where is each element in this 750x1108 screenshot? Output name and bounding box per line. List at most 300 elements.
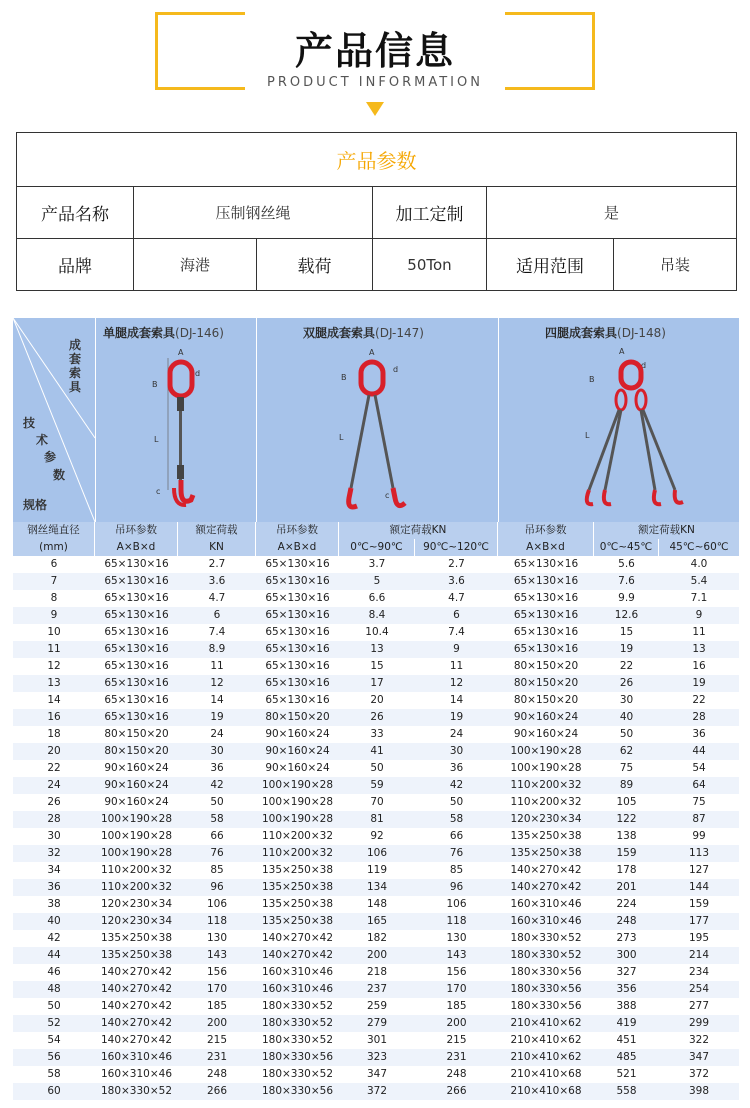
cell-ring-dims-quad: 65×130×16 — [513, 575, 579, 587]
cell-load-quad-high: 28 — [692, 711, 706, 723]
cell-ring-dims-single: 120×230×34 — [100, 915, 173, 927]
cell-load-double-low: 5 — [373, 575, 381, 587]
cell-ring-dims-quad: 180×330×52 — [510, 949, 582, 961]
cell-load-double-high: 14 — [449, 694, 464, 706]
cell-ring-dims-double: 180×330×56 — [261, 1085, 334, 1097]
table-row — [13, 1083, 739, 1100]
section-header — [0, 0, 750, 130]
cell-ring-dims-quad: 135×250×38 — [510, 847, 582, 859]
cell-ring-dims-quad: 120×230×34 — [510, 813, 582, 825]
cell-load-double-low: 8.4 — [368, 609, 386, 621]
cell-load-double-low: 165 — [366, 915, 388, 927]
cell-ring-dims-quad: 160×310×46 — [510, 898, 582, 910]
cell-ring-dims-double: 110×200×32 — [261, 830, 334, 842]
cell-wire-diameter: 26 — [47, 796, 61, 808]
cell-load-double-high: 96 — [449, 881, 464, 893]
cell-ring-dims-quad: 140×270×42 — [510, 881, 582, 893]
cell-wire-diameter: 34 — [47, 864, 61, 876]
spec-table — [13, 318, 739, 1104]
product-name-label: 产品名称 — [17, 187, 134, 239]
cell-load-double-high: 156 — [446, 966, 467, 978]
cell-ring-dims-single: 90×160×24 — [104, 762, 169, 774]
cell-load-quad-high: 127 — [688, 864, 710, 876]
spec-illustration-band — [13, 318, 739, 522]
cell-load-double-low: 119 — [366, 864, 388, 876]
cell-load-quad-high: 322 — [688, 1034, 710, 1046]
cell-load-single: 215 — [206, 1034, 228, 1046]
cell-load-double-high: 36 — [449, 762, 464, 774]
table-row — [13, 590, 739, 607]
svg-text:d: d — [641, 361, 647, 370]
table-row — [13, 1015, 739, 1032]
cell-load-double-low: 279 — [366, 1017, 388, 1029]
cell-ring-dims-double: 65×130×16 — [265, 694, 330, 706]
cell-ring-dims-single: 120×230×34 — [100, 898, 173, 910]
cell-load-single: 85 — [210, 864, 224, 876]
cell-load-quad-low: 12.6 — [614, 609, 639, 621]
cell-load-quad-high: 372 — [688, 1068, 710, 1080]
table-row — [13, 998, 739, 1015]
cell-load-quad-high: 44 — [692, 745, 706, 757]
cell-load-single: 118 — [206, 915, 228, 927]
cell-load-quad-high: 16 — [692, 660, 706, 672]
cell-load-single: 12 — [210, 677, 224, 689]
cell-load-quad-low: 159 — [616, 847, 637, 859]
cell-wire-diameter: 7 — [50, 575, 58, 587]
header-wire-diameter: 钢丝绳直径 — [13, 522, 95, 539]
cell-load-double-high: 2.7 — [448, 558, 465, 570]
cell-ring-dims-single: 90×160×24 — [104, 779, 169, 791]
cell-load-double-low: 182 — [366, 932, 388, 944]
cell-load-double-low: 17 — [370, 677, 384, 689]
header-load-double: 额定荷载KN — [339, 522, 498, 539]
cell-load-double-low: 59 — [370, 779, 384, 791]
cell-ring-dims-double: 160×310×46 — [261, 966, 334, 978]
table-row — [13, 573, 739, 590]
corner-top-label: 成 套 索 具 — [69, 338, 82, 394]
cell-load-double-high: 19 — [449, 711, 464, 723]
section-subtitle: PRODUCT INFORMATION — [267, 75, 483, 90]
cell-load-quad-low: 40 — [619, 711, 634, 723]
cell-load-double-high: 9 — [453, 643, 460, 655]
cell-load-quad-low: 22 — [619, 660, 634, 672]
cell-load-double-high: 7.4 — [448, 626, 465, 638]
cell-load-quad-high: 54 — [692, 762, 706, 774]
cell-ring-dims-double: 65×130×16 — [265, 660, 330, 672]
cell-wire-diameter: 58 — [47, 1068, 61, 1080]
cell-load-single: 66 — [210, 830, 224, 842]
cell-ring-dims-single: 140×270×42 — [100, 983, 173, 995]
cell-load-quad-high: 299 — [688, 1017, 710, 1029]
cell-load-quad-high: 144 — [688, 881, 710, 893]
cell-wire-diameter: 8 — [50, 592, 58, 604]
cell-ring-dims-single: 135×250×38 — [100, 932, 173, 944]
cell-wire-diameter: 12 — [47, 660, 61, 672]
cell-load-double-low: 15 — [370, 660, 384, 672]
cell-load-double-high: 30 — [449, 745, 464, 757]
corner-mid-label-a: 技 — [23, 416, 36, 430]
cell-wire-diameter: 30 — [47, 830, 61, 842]
corner-mid-label-b: 术 — [36, 433, 49, 447]
cell-load-quad-high: 234 — [688, 966, 710, 978]
cell-load-double-low: 70 — [370, 796, 384, 808]
cell-load-quad-low: 26 — [619, 677, 634, 689]
cell-load-quad-low: 178 — [616, 864, 637, 876]
cell-load-single: 130 — [206, 932, 228, 944]
cell-ring-dims-quad: 210×410×62 — [510, 1051, 582, 1063]
cell-load-quad-low: 138 — [616, 830, 637, 842]
header-dims-double: A×B×d — [256, 539, 339, 556]
cell-load-double-low: 26 — [370, 711, 384, 723]
cell-ring-dims-quad: 65×130×16 — [513, 626, 579, 638]
scope-value: 吊装 — [614, 239, 737, 291]
cell-ring-dims-single: 135×250×38 — [100, 949, 173, 961]
cell-ring-dims-double: 110×200×32 — [261, 847, 334, 859]
cell-wire-diameter: 32 — [47, 847, 61, 859]
cell-ring-dims-quad: 180×330×56 — [510, 1000, 582, 1012]
cell-load-quad-low: 9.9 — [618, 592, 635, 604]
svg-text:A: A — [369, 348, 375, 357]
cell-wire-diameter: 52 — [47, 1017, 61, 1029]
cell-ring-dims-quad: 80×150×20 — [513, 660, 579, 672]
svg-text:d: d — [393, 365, 399, 374]
cell-load-double-high: 200 — [446, 1017, 467, 1029]
cell-ring-dims-quad: 80×150×20 — [513, 677, 579, 689]
table-row — [13, 811, 739, 828]
cell-load-quad-low: 19 — [619, 643, 634, 655]
cell-load-double-low: 106 — [366, 847, 388, 859]
table-row — [13, 947, 739, 964]
cell-load-double-high: 106 — [446, 898, 467, 910]
cell-load-single: 106 — [206, 898, 228, 910]
cell-load-single: 14 — [210, 694, 224, 706]
four-leg-sling-illustration — [571, 340, 701, 520]
cell-ring-dims-double: 90×160×24 — [265, 728, 330, 740]
cell-load-double-high: 143 — [446, 949, 467, 961]
cell-ring-dims-double: 65×130×16 — [265, 677, 330, 689]
table-row — [13, 1049, 739, 1066]
cell-wire-diameter: 22 — [47, 762, 61, 774]
double-leg-sling-illustration — [331, 340, 431, 520]
cell-load-double-low: 13 — [370, 643, 384, 655]
cell-ring-dims-quad: 210×410×68 — [510, 1068, 582, 1080]
cell-ring-dims-double: 80×150×20 — [265, 711, 330, 723]
cell-load-quad-high: 36 — [692, 728, 706, 740]
cell-ring-dims-quad: 110×200×32 — [510, 796, 582, 808]
cell-ring-dims-single: 65×130×16 — [104, 592, 169, 604]
cell-ring-dims-single: 65×130×16 — [104, 660, 169, 672]
table-row — [13, 607, 739, 624]
cell-wire-diameter: 6 — [50, 558, 58, 570]
cell-load-double-low: 50 — [370, 762, 384, 774]
cell-ring-dims-double: 135×250×38 — [261, 881, 334, 893]
svg-text:L: L — [339, 433, 344, 442]
cell-load-double-low: 3.7 — [368, 558, 386, 570]
cell-ring-dims-quad: 80×150×20 — [513, 694, 579, 706]
cell-load-double-high: 66 — [449, 830, 464, 842]
group-title-double: 双腿成套索具(DJ-147) — [303, 326, 424, 340]
cell-load-double-high: 24 — [449, 728, 464, 740]
cell-ring-dims-double: 65×130×16 — [265, 643, 330, 655]
cell-ring-dims-single: 100×190×28 — [100, 830, 173, 842]
cell-load-quad-low: 15 — [619, 626, 634, 638]
cell-ring-dims-double: 100×190×28 — [261, 796, 334, 808]
cell-load-single: 185 — [206, 1000, 228, 1012]
cell-ring-dims-single: 80×150×20 — [104, 745, 169, 757]
table-row — [13, 845, 739, 862]
table-row — [13, 828, 739, 845]
cell-load-quad-low: 558 — [616, 1085, 637, 1097]
cell-wire-diameter: 50 — [47, 1000, 61, 1012]
table-row — [13, 726, 739, 743]
table-row — [13, 794, 739, 811]
cell-load-double-high: 58 — [449, 813, 464, 825]
cell-wire-diameter: 13 — [47, 677, 61, 689]
cell-load-quad-high: 19 — [692, 677, 706, 689]
cell-load-double-low: 92 — [370, 830, 384, 842]
cell-wire-diameter: 10 — [47, 626, 61, 638]
cell-load-quad-low: 419 — [616, 1017, 637, 1029]
cell-load-single: 19 — [210, 711, 224, 723]
cell-ring-dims-quad: 210×410×62 — [510, 1034, 582, 1046]
cell-ring-dims-single: 65×130×16 — [104, 558, 169, 570]
cell-wire-diameter: 40 — [47, 915, 61, 927]
cell-load-single: 7.4 — [208, 626, 226, 638]
cell-load-single: 200 — [206, 1017, 228, 1029]
table-row — [13, 624, 739, 641]
cell-load-single: 6 — [213, 609, 221, 621]
cell-load-double-low: 41 — [370, 745, 384, 757]
cell-wire-diameter: 18 — [47, 728, 61, 740]
header-load-quad: 额定荷载KN — [638, 524, 695, 536]
cell-ring-dims-quad: 90×160×24 — [513, 711, 579, 723]
cell-load-quad-low: 89 — [619, 779, 634, 791]
cell-load-single: 50 — [210, 796, 224, 808]
cell-load-quad-high: 277 — [688, 1000, 710, 1012]
cell-load-quad-high: 347 — [688, 1051, 710, 1063]
cell-ring-dims-quad: 135×250×38 — [510, 830, 582, 842]
cell-load-quad-high: 113 — [688, 847, 710, 859]
table-row — [13, 743, 739, 760]
svg-text:c: c — [156, 487, 161, 496]
cell-load-double-low: 10.4 — [365, 626, 389, 638]
cell-ring-dims-single: 140×270×42 — [100, 1017, 173, 1029]
table-row — [13, 913, 739, 930]
cell-wire-diameter: 36 — [47, 881, 61, 893]
table-row — [13, 777, 739, 794]
cell-wire-diameter: 54 — [47, 1034, 61, 1046]
cell-load-double-low: 259 — [366, 1000, 388, 1012]
header-temp-low-quad: 0℃~45℃ — [594, 539, 659, 556]
cell-load-double-high: 4.7 — [448, 592, 465, 604]
svg-text:A: A — [619, 347, 625, 356]
corner-mid-label-c: 参 — [44, 450, 57, 464]
cell-ring-dims-double: 90×160×24 — [265, 745, 330, 757]
cell-load-double-low: 33 — [370, 728, 384, 740]
cell-ring-dims-quad: 65×130×16 — [513, 609, 579, 621]
cell-ring-dims-quad: 160×310×46 — [510, 915, 582, 927]
cell-load-double-low: 148 — [366, 898, 388, 910]
cell-ring-dims-single: 140×270×42 — [100, 966, 173, 978]
cell-ring-dims-double: 65×130×16 — [265, 558, 330, 570]
cell-load-double-high: 215 — [446, 1034, 467, 1046]
table-row — [13, 862, 739, 879]
cell-load-quad-low: 30 — [619, 694, 634, 706]
cell-load-double-high: 76 — [449, 847, 464, 859]
cell-ring-dims-single: 65×130×16 — [104, 711, 169, 723]
svg-text:A: A — [178, 348, 184, 357]
header-dims-single: A×B×d — [95, 539, 178, 556]
custom-label: 加工定制 — [373, 187, 487, 239]
cell-ring-dims-single: 160×310×46 — [100, 1068, 173, 1080]
load-value: 50Ton — [373, 239, 487, 291]
cell-load-single: 96 — [210, 881, 224, 893]
cell-ring-dims-double: 90×160×24 — [265, 762, 330, 774]
cell-load-single: 266 — [206, 1085, 228, 1097]
cell-ring-dims-double: 180×330×52 — [261, 1000, 334, 1012]
cell-load-double-high: 185 — [446, 1000, 467, 1012]
cell-load-quad-low: 50 — [619, 728, 634, 740]
cell-load-quad-high: 64 — [692, 779, 706, 791]
cell-load-single: 42 — [210, 779, 224, 791]
cell-load-quad-low: 327 — [616, 966, 637, 978]
cell-load-single: 156 — [206, 966, 228, 978]
table-row — [13, 1066, 739, 1083]
cell-wire-diameter: 24 — [47, 779, 61, 791]
cell-load-double-low: 134 — [366, 881, 388, 893]
cell-load-double-high: 118 — [446, 915, 467, 927]
cell-load-double-high: 130 — [446, 932, 467, 944]
cell-load-double-low: 6.6 — [368, 592, 386, 604]
cell-wire-diameter: 48 — [47, 983, 61, 995]
cell-load-quad-low: 201 — [616, 881, 637, 893]
cell-ring-dims-double: 180×330×56 — [261, 1051, 334, 1063]
load-label: 载荷 — [257, 239, 373, 291]
cell-ring-dims-single: 80×150×20 — [104, 728, 169, 740]
cell-ring-dims-double: 160×310×46 — [261, 983, 334, 995]
cell-load-single: 3.6 — [208, 575, 226, 587]
cell-wire-diameter: 56 — [47, 1051, 61, 1063]
cell-ring-dims-quad: 65×130×16 — [513, 592, 579, 604]
cell-ring-dims-double: 135×250×38 — [261, 915, 334, 927]
group-title-quad: 四腿成套索具(DJ-148) — [545, 326, 666, 340]
cell-ring-dims-double: 140×270×42 — [261, 949, 334, 961]
cell-load-double-low: 237 — [366, 983, 388, 995]
cell-wire-diameter: 14 — [47, 694, 61, 706]
cell-load-quad-low: 300 — [616, 949, 637, 961]
cell-ring-dims-double: 100×190×28 — [261, 813, 334, 825]
cell-ring-dims-single: 110×200×32 — [100, 881, 173, 893]
cell-load-single: 2.7 — [208, 558, 226, 570]
cell-ring-dims-quad: 90×160×24 — [513, 728, 579, 740]
cell-wire-diameter: 44 — [47, 949, 61, 961]
down-triangle-icon — [366, 102, 384, 116]
cell-load-double-low: 218 — [366, 966, 388, 978]
cell-ring-dims-single: 90×160×24 — [104, 796, 169, 808]
cell-load-double-low: 20 — [370, 694, 384, 706]
cell-ring-dims-quad: 65×130×16 — [513, 558, 579, 570]
cell-ring-dims-double: 65×130×16 — [265, 592, 330, 604]
single-leg-sling-illustration — [138, 340, 228, 520]
table-row — [13, 760, 739, 777]
cell-ring-dims-double: 180×330×52 — [261, 1017, 334, 1029]
cell-load-quad-high: 13 — [692, 643, 706, 655]
header-load-single: 额定荷载 — [178, 522, 256, 539]
cell-load-double-low: 81 — [370, 813, 384, 825]
header-temp-high-quad: 45℃~60℃ — [669, 541, 729, 553]
cell-ring-dims-quad: 210×410×62 — [510, 1017, 582, 1029]
svg-text:B: B — [589, 375, 595, 384]
cell-wire-diameter: 42 — [47, 932, 61, 944]
spec-header-row-2 — [13, 539, 739, 556]
cell-load-quad-high: 5.4 — [690, 575, 708, 587]
cell-load-single: 24 — [210, 728, 224, 740]
cell-wire-diameter: 9 — [50, 609, 58, 621]
spec-rows — [13, 556, 739, 1100]
cell-load-quad-high: 9 — [695, 609, 703, 621]
cell-ring-dims-quad: 110×200×32 — [510, 779, 582, 791]
cell-ring-dims-double: 65×130×16 — [265, 626, 330, 638]
cell-ring-dims-single: 140×270×42 — [100, 1000, 173, 1012]
cell-wire-diameter: 28 — [47, 813, 61, 825]
cell-load-quad-high: 11 — [692, 626, 706, 638]
cell-load-double-low: 323 — [366, 1051, 388, 1063]
cell-load-single: 231 — [206, 1051, 228, 1063]
section-title: 产品信息 — [294, 29, 455, 73]
table-row — [13, 930, 739, 947]
cell-ring-dims-double: 180×330×52 — [261, 1068, 334, 1080]
svg-text:d: d — [195, 369, 201, 378]
table-row — [13, 658, 739, 675]
svg-text:L: L — [585, 431, 590, 440]
cell-load-quad-low: 451 — [616, 1034, 637, 1046]
spec-header-row-1 — [13, 522, 739, 539]
table-row — [13, 964, 739, 981]
cell-load-double-high: 12 — [449, 677, 464, 689]
cell-load-quad-low: 388 — [616, 1000, 637, 1012]
svg-text:B: B — [341, 373, 347, 382]
cell-ring-dims-double: 65×130×16 — [265, 609, 330, 621]
corner-bottom-label: 规格 — [23, 498, 48, 512]
cell-load-quad-high: 159 — [688, 898, 710, 910]
brand-value: 海港 — [134, 239, 257, 291]
group-title-single: 单腿成套索具(DJ-146) — [103, 326, 224, 340]
cell-ring-dims-double: 180×330×52 — [261, 1034, 334, 1046]
cell-load-double-high: 170 — [446, 983, 467, 995]
scope-label: 适用范围 — [487, 239, 614, 291]
cell-load-double-high: 11 — [449, 660, 464, 672]
cell-wire-diameter: 60 — [47, 1085, 61, 1097]
header-ring-params-double: 吊环参数 — [256, 522, 339, 539]
header-kn-single: KN — [178, 539, 256, 556]
table-row — [13, 981, 739, 998]
cell-ring-dims-single: 100×190×28 — [100, 813, 173, 825]
corner-mid-label-d: 数 — [53, 468, 66, 482]
header-mm: (mm) — [13, 539, 95, 556]
cell-load-single: 143 — [206, 949, 228, 961]
cell-ring-dims-quad: 180×330×56 — [510, 983, 582, 995]
cell-ring-dims-single: 160×310×46 — [100, 1051, 173, 1063]
cell-load-quad-high: 75 — [692, 796, 706, 808]
cell-ring-dims-single: 65×130×16 — [104, 643, 169, 655]
cell-load-double-high: 248 — [446, 1068, 467, 1080]
cell-load-quad-low: 521 — [616, 1068, 637, 1080]
table-row — [13, 675, 739, 692]
cell-load-double-low: 347 — [366, 1068, 388, 1080]
cell-load-quad-low: 105 — [616, 796, 637, 808]
table-row — [13, 709, 739, 726]
cell-load-double-high: 6 — [453, 609, 460, 621]
